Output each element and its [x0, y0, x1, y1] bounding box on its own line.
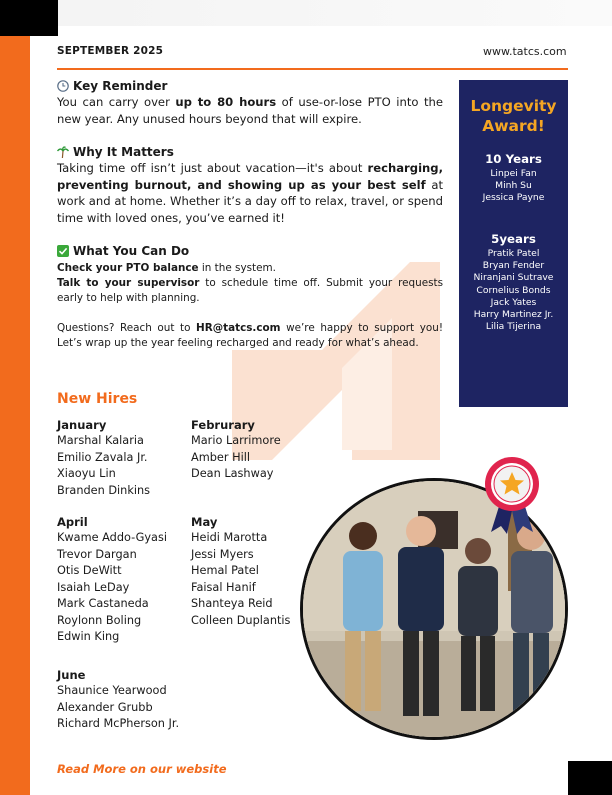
list-item: Cornelius Bonds: [476, 284, 551, 296]
longevity-award-title: [459, 96, 568, 136]
hr-email-link[interactable]: HR@tatcs.com: [196, 322, 281, 334]
award-medal-icon: [483, 456, 541, 536]
header-divider: [57, 68, 568, 70]
why-it-matters-title: Why It Matters: [73, 145, 174, 159]
april-hires-list: [57, 530, 167, 646]
list-item: Lilia Tijerina: [485, 320, 542, 332]
why-text-start: Taking time off isn’t just about vacation—it's about: [57, 161, 368, 175]
corner-tab-top: [0, 0, 58, 36]
list-item: Edwin King: [57, 630, 120, 643]
list-item: Emilio Zavala Jr.: [57, 450, 148, 464]
list-item: Roylonn Boling: [57, 613, 142, 627]
list-item: Kwame Addo-Gyasi: [57, 531, 167, 544]
ten-year-list: [459, 168, 568, 204]
issue-date: SEPTEMBER 2025: [57, 45, 164, 57]
list-item: Harry Martinez Jr.: [473, 308, 554, 320]
what-you-can-do-heading: [57, 244, 189, 258]
list-item: Branden Dinkins: [57, 483, 151, 497]
month-heading-april: April: [57, 515, 88, 529]
month-heading-february: Februrary: [191, 418, 255, 432]
june-hires-list: [57, 683, 179, 733]
list-item: Heidi Marotta: [191, 531, 268, 544]
closing-text-start: Questions? Reach out to: [57, 322, 197, 334]
month-heading-may: May: [191, 515, 218, 529]
list-item: Jessi Myers: [191, 547, 254, 561]
list-item: Mark Castaneda: [57, 597, 149, 610]
list-item: Colleen Duplantis: [191, 613, 291, 627]
clock-icon: [57, 80, 69, 92]
month-heading-january: January: [57, 418, 107, 432]
website-link[interactable]: www.tatcs.com: [483, 45, 567, 58]
action-item-pto-balance: [57, 261, 443, 276]
list-item: Bryan Fender: [482, 260, 545, 272]
action-item-2-text: to schedule time off. Submit your requests early to help with planning.: [57, 277, 443, 304]
key-reminder-text-end: of use-or-lose PTO into the new year. Any unused hours beyond that will expire.: [57, 95, 444, 126]
key-reminder-highlight: up to 80 hours: [175, 95, 277, 109]
list-item: Isaiah LeDay: [57, 580, 130, 594]
list-item: Trevor Dargan: [57, 547, 137, 561]
new-hires-heading: New Hires: [57, 391, 138, 407]
month-heading-june: June: [57, 668, 86, 682]
top-bar: [0, 0, 612, 26]
list-item: Dean Lashway: [191, 467, 274, 480]
list-item: Faisal Hanif: [191, 580, 256, 594]
five-year-list: [459, 248, 568, 333]
key-reminder-text-start: You can carry over: [57, 95, 176, 109]
why-text-end: at work and at home. Whether it’s a day off to relax, travel, or spend time with loved ones, you’ve earned it!: [57, 177, 443, 225]
action-item-1-bold: Check your PTO balance: [57, 262, 199, 274]
closing-text: [57, 321, 443, 351]
list-item: Otis DeWitt: [57, 564, 122, 577]
list-item: Alexander Grubb: [57, 700, 153, 714]
award-group-5-years: 5years: [491, 232, 536, 247]
list-item: Minh Su: [495, 180, 532, 192]
award-title-line-2: Award!: [482, 117, 545, 135]
key-reminder-heading: [57, 79, 167, 93]
what-you-can-do-title: What You Can Do: [73, 244, 190, 258]
closing-text-end: we’re happy to support you! Let’s wrap up the year feeling recharged and ready for what’s ahead.: [57, 322, 443, 349]
list-item: Jack Yates: [490, 296, 537, 308]
read-more-link[interactable]: Read More on our website: [57, 762, 227, 776]
action-item-supervisor: [57, 276, 443, 306]
why-text-highlight: recharging, preventing burnout, and showing up as your best self: [57, 161, 443, 192]
list-item: Niranjani Sutrave: [473, 272, 554, 284]
check-mark-icon: [57, 245, 69, 257]
corner-tab-bottom: [568, 761, 612, 795]
list-item: Amber Hill: [191, 450, 250, 464]
side-stripe: [0, 36, 30, 795]
action-item-2-bold: Talk to your supervisor: [57, 277, 200, 289]
list-item: Shaunice Yearwood: [57, 684, 167, 697]
list-item: Hemal Patel: [191, 564, 259, 577]
february-hires-list: [191, 433, 281, 483]
may-hires-list: [191, 530, 290, 629]
why-it-matters-heading: [57, 145, 174, 159]
key-reminder-title: Key Reminder: [73, 79, 168, 93]
award-group-10-years: 10 Years: [485, 152, 542, 166]
list-item: Shanteya Reid: [191, 597, 273, 610]
longevity-award-panel: [459, 80, 568, 407]
key-reminder-text: [57, 94, 443, 127]
list-item: Jessica Payne: [482, 192, 545, 204]
list-item: Mario Larrimore: [191, 434, 281, 447]
list-item: Pratik Patel: [487, 248, 540, 260]
list-item: Richard McPherson Jr.: [57, 717, 180, 730]
why-it-matters-text: [57, 160, 443, 226]
list-item: Marshal Kalaria: [57, 434, 144, 447]
palm-tree-icon: [57, 146, 69, 158]
list-item: Linpei Fan: [490, 168, 537, 179]
action-item-1-text: in the system.: [198, 262, 276, 274]
list-item: Xiaoyu Lin: [57, 467, 116, 480]
january-hires-list: [57, 433, 150, 499]
award-title-line-1: Longevity: [470, 97, 557, 115]
